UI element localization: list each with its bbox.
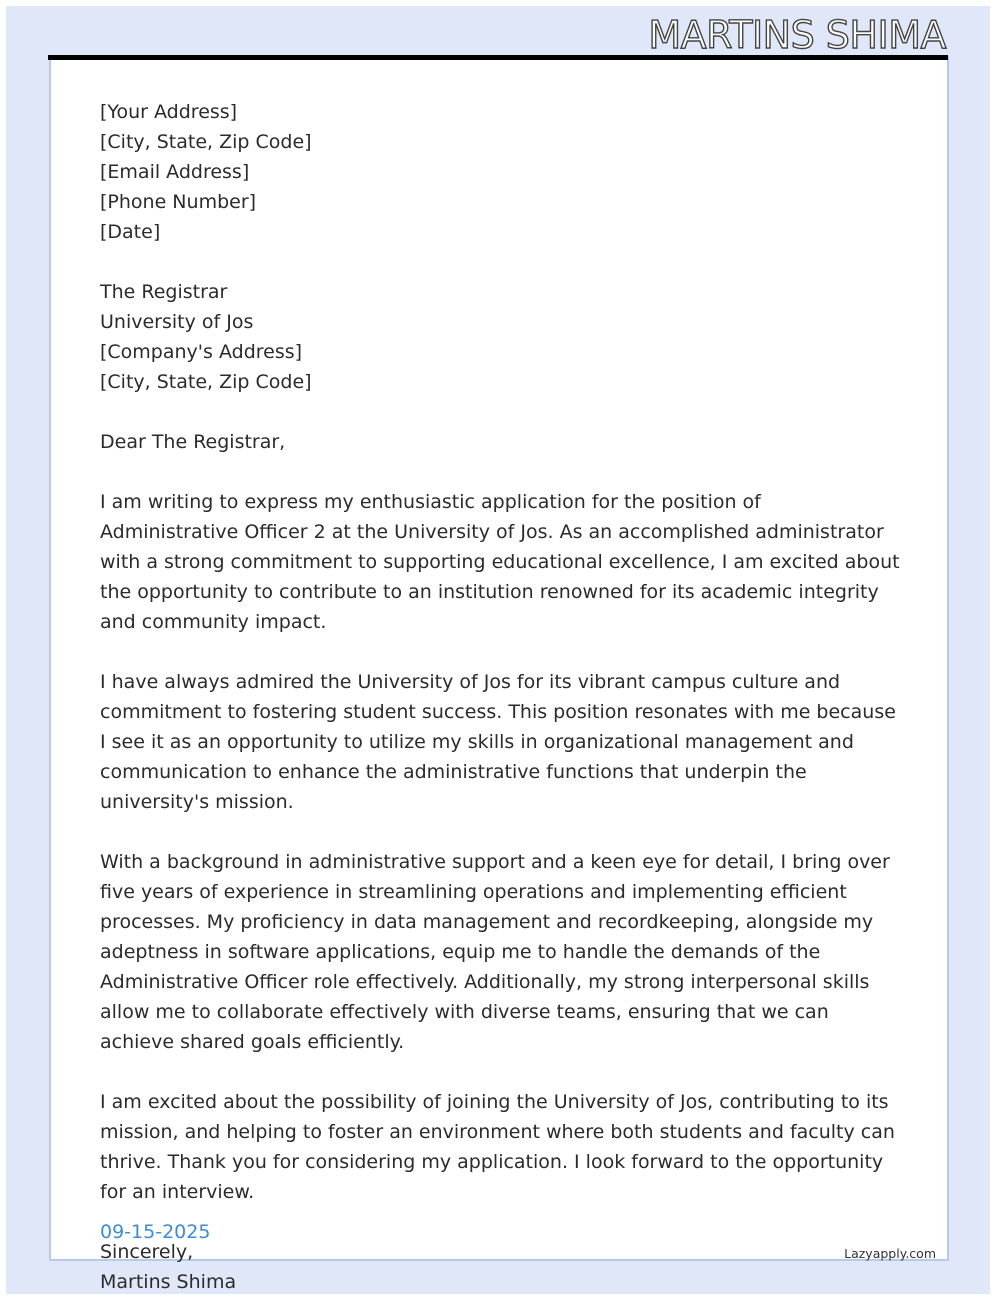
valediction: Sincerely, [100,1241,194,1263]
letter-content [100,97,900,1297]
body-paragraph-3: With a background in administrative support and a keen eye for detail, I bring over five years of experience in streamlining operations and implementing efficient processes. My proficiency in data management and recordkeeping, alongside my adeptness in software applications, equip me to handle the demands of the Administrative Officer role effectively. Additionally, my strong interpersonal skills allow me to collaborate effectively with diverse teams, ensuring that we can achieve shared goals efficiently. [100,851,890,1053]
signature-name: Martins Shima [100,1271,237,1293]
sender-address: [Your Address] [100,101,238,123]
recipient-title: The Registrar [100,281,228,303]
sender-city-state-zip: [City, State, Zip Code] [100,131,312,153]
recipient-organization: University of Jos [100,311,254,333]
letter-date: 09-15-2025 [100,1221,211,1243]
body-paragraph-1: I am writing to express my enthusiastic application for the position of Administrative Officer 2 at the University of Jos. As an accomplished administrator with a strong commitment to supporting educational excellence, I am excited about the opportunity to contribute to an institution renowned for its academic integrity and community impact. [100,491,900,633]
sender-phone: [Phone Number] [100,191,257,213]
recipient-city-state-zip: [City, State, Zip Code] [100,371,312,393]
sender-email: [Email Address] [100,161,250,183]
body-paragraph-4: I am excited about the possibility of joining the University of Jos, contributing to its mission, and helping to foster an environment where both students and faculty can thrive. Thank you for considering my application. I look forward to the opportunity for an interview. [100,1091,895,1203]
sender-date: [Date] [100,221,161,243]
body-paragraph-2: I have always admired the University of Jos for its vibrant campus culture and commitment to fostering student success. This position resonates with me because I see it as an opportunity to utilize my skills in organizational management and communication to enhance the administrative functions that underpin the university's mission. [100,671,896,813]
closing-block [100,1237,900,1297]
recipient-block [100,277,900,397]
brand-watermark: Lazyapply.com [844,1246,936,1261]
header-name: MARTINS SHIMA [648,13,946,57]
recipient-address: [Company's Address] [100,341,303,363]
salutation: Dear The Registrar, [100,431,286,453]
sender-block [100,97,900,247]
